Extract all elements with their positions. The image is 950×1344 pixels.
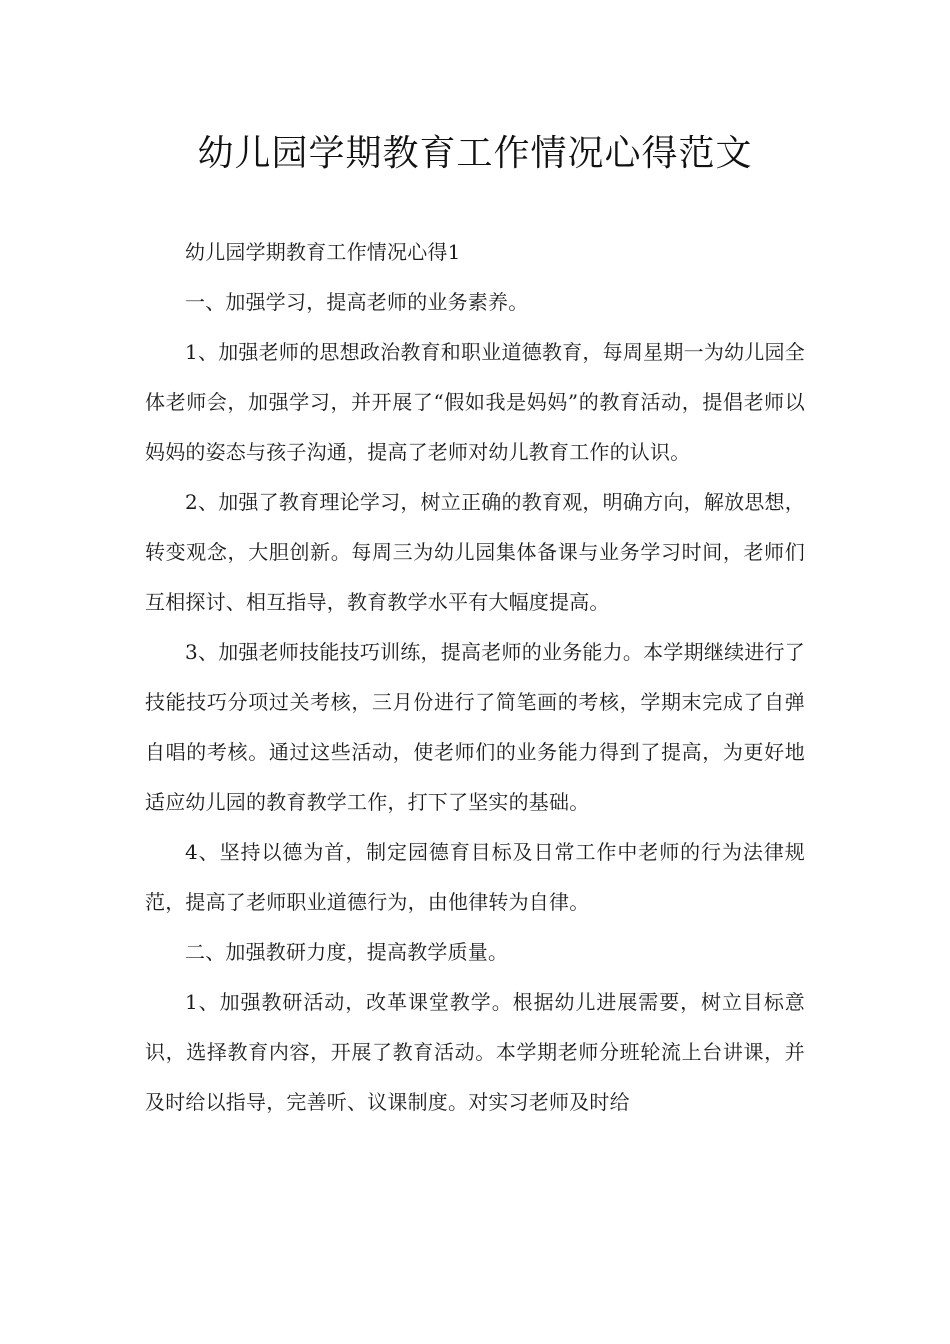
document-title: 幼儿园学期教育工作情况心得范文: [197, 133, 753, 174]
document-body: [145, 227, 805, 1127]
paragraph-1: 1、加强老师的思想政治教育和职业道德教育，每周星期一为幼儿园全体老师会，加强学习，并开展了“假如我是妈妈”的教育活动，提倡老师以妈妈的姿态与孩子沟通，提高了老师对幼儿教育工作的认识。: [145, 340, 805, 464]
section-heading-1: 幼儿园学期教育工作情况心得1: [185, 240, 461, 264]
paragraph-5: 1、加强教研活动，改革课堂教学。根据幼儿进展需要，树立目标意识，选择教育内容，开展了教育活动。本学期老师分班轮流上台讲课，并及时给以指导，完善听、议课制度。对实习老师及时给: [145, 990, 805, 1114]
subsection-heading-1: 一、加强学习，提高老师的业务素养。: [185, 290, 529, 314]
paragraph-4: 4、坚持以德为首，制定园德育目标及日常工作中老师的行为法律规范，提高了老师职业道德行为，由他律转为自律。: [145, 840, 805, 914]
subsection-heading-2: 二、加强教研力度，提高教学质量。: [185, 940, 509, 964]
paragraph-3: 3、加强老师技能技巧训练，提高老师的业务能力。本学期继续进行了技能技巧分项过关考核，三月份进行了简笔画的考核，学期末完成了自弹自唱的考核。通过这些活动，使老师们的业务能力得到了提高，为更好地适应幼儿园的教育教学工作，打下了坚实的基础。: [145, 640, 805, 814]
paragraph-2: 2、加强了教育理论学习，树立正确的教育观，明确方向，解放思想，转变观念，大胆创新。每周三为幼儿园集体备课与业务学习时间，老师们互相探讨、相互指导，教育教学水平有大幅度提高。: [145, 490, 805, 614]
